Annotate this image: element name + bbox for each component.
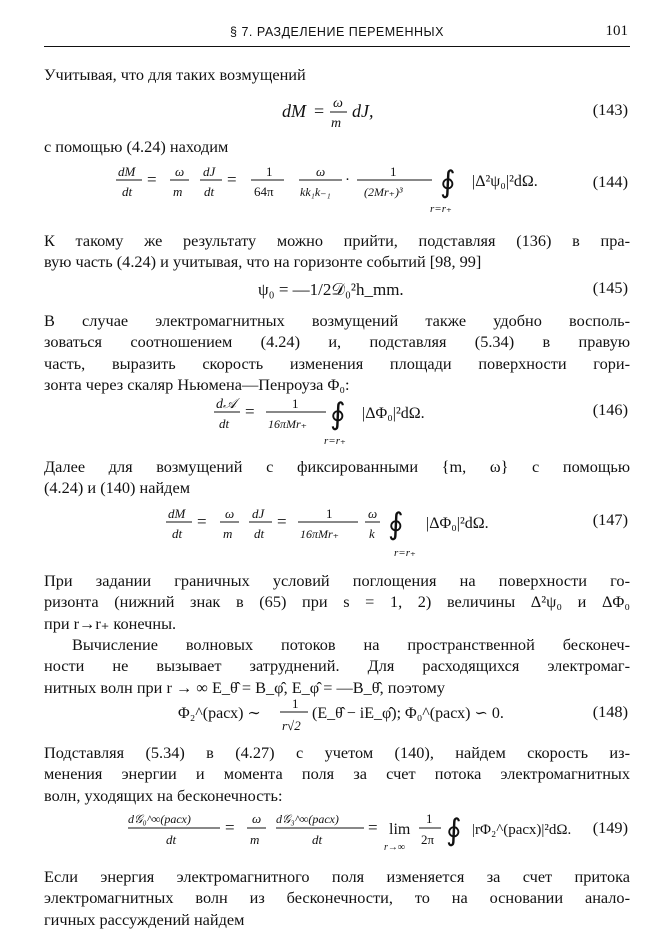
eq147-f4-den: 16πMr₊ [300, 527, 340, 541]
equation-144-svg [44, 160, 604, 218]
eq146-integral-sub: r=r₊ [324, 435, 346, 447]
equation-number: (146) [592, 400, 628, 419]
text-line: ризонта (нижний знак в (65) при s = 1, 2) величины Δ²ψ₀ и ΔΦ₀ [44, 592, 630, 612]
eq149-f3-num: d𝒢₃^∞(расх) [276, 812, 339, 826]
eq144-f1-num: dM [118, 164, 136, 179]
eq144-f5-num: ω [316, 164, 326, 179]
equation-number: (143) [592, 100, 628, 119]
eq149-lim: lim [389, 821, 411, 838]
text-line: нитных волн при r → ∞ E_θ̂ = B_φ̂, E_φ̂ = —B_θ̂, поэтому [44, 677, 445, 697]
svg-text:=: = [227, 170, 237, 189]
text-line: Подставляя (5.34) в (4.27) с учетом (140), найдем скорость из- [44, 743, 630, 762]
text-line: Далее для возмущений с фиксированными {m, ω} с помощью [44, 457, 630, 476]
eq147-contour-integral: ∮ [388, 508, 404, 541]
eq144-f6-num: 1 [390, 164, 397, 179]
text-line: зоваться соотношением (4.24) и, подставляя (5.34) в правую [44, 332, 630, 352]
eq146-contour-integral: ∮ [330, 398, 346, 431]
eq149-contour-integral: ∮ [446, 814, 462, 847]
eq143-den: m [331, 116, 342, 131]
equation-144 [44, 160, 630, 218]
eq144-f3-den: dt [204, 184, 215, 199]
eq143-equals: = [314, 101, 325, 121]
eq147-f5-num: ω [368, 506, 378, 521]
text-line: электромагнитных волн из бесконечности, то на основании анало- [44, 888, 630, 908]
eq146-integrand: |ΔΦ₀|²dΩ. [362, 405, 425, 422]
equation-149 [44, 806, 630, 862]
equation-148 [44, 690, 630, 738]
paragraph-2 [44, 136, 630, 157]
eq144-f6-den: (2Mr₊)³ [364, 185, 403, 199]
equation-number: (144) [592, 172, 628, 191]
text-line: Если энергия электромагнитного поля изменяется за счет притока [44, 867, 630, 886]
text-line: При задании граничных условий поглощения на поверхности го- [44, 571, 630, 590]
svg-text:=: = [147, 170, 157, 189]
eq149-f3-den: dt [312, 832, 323, 847]
eq147-f3-num: dJ [252, 506, 265, 521]
eq147-f2-den: m [223, 526, 233, 541]
eq144-f2-num: ω [175, 164, 185, 179]
equation-148-svg [44, 690, 604, 738]
eq146-f2-den: 16πMr₊ [268, 417, 308, 431]
equation-number: (148) [592, 702, 628, 721]
text-line: вую часть (4.24) и учитывая, что на горизонте событий [98, 99] [44, 252, 482, 272]
eq149-integrand: |rΦ₂^(расх)|²dΩ. [472, 822, 572, 838]
eq147-f4-num: 1 [326, 506, 333, 521]
eq144-integral-sub: r=r₊ [430, 203, 452, 215]
text-line: К такому же результату можно прийти, подставляя (136) в пра- [44, 231, 630, 250]
equation-number: (149) [592, 818, 628, 837]
eq144-f2-den: m [173, 184, 183, 199]
eq149-f4-den: 2π [421, 832, 435, 847]
text-line: при r→r₊ конечны. [44, 613, 177, 633]
eq144-f3-num: dJ [203, 164, 216, 179]
text-line: менения энергии и момента поля за счет потока электромагнитных [44, 764, 630, 784]
paragraph-4 [44, 310, 630, 395]
eq144-f5-den: kk₁k₋₁ [300, 185, 331, 199]
equation-146 [44, 392, 630, 450]
eq144-f4-den: 64π [254, 184, 274, 199]
paragraph-8 [44, 742, 630, 806]
paragraph-5 [44, 456, 630, 499]
equation-147 [44, 500, 630, 562]
paragraph-3 [44, 230, 630, 273]
eq149-f2-den: m [250, 832, 260, 847]
eq143-rhs: dJ, [352, 101, 374, 121]
text-line: зонта через скаляр Ньюмена—Пенроуза Φ₀: [44, 374, 350, 394]
equation-149-svg [44, 806, 604, 862]
eq147-f1-den: dt [172, 526, 183, 541]
equation-146-svg [44, 392, 604, 450]
text-line: гичных рассуждений найдем [44, 909, 245, 929]
equation-number: (147) [592, 510, 628, 529]
text-line: часть, выразить скорость изменения площади поверхности гори- [44, 353, 630, 373]
eq147-f1-num: dM [168, 506, 186, 521]
eq143-num: ω [333, 96, 343, 111]
eq144-f4-num: 1 [266, 164, 273, 179]
svg-text:·: · [345, 172, 350, 188]
eq147-integral-sub: r=r₊ [394, 547, 416, 559]
eq145-body: ψ₀ = —1/2𝒟₀²h_mm. [258, 280, 404, 299]
text-line: Учитывая, что для таких возмущений [44, 65, 306, 84]
text-line: Вычисление волновых потоков на пространственной бесконеч- [72, 635, 630, 654]
eq144-f1-den: dt [122, 184, 133, 199]
running-head: § 7. РАЗДЕЛЕНИЕ ПЕРЕМЕННЫХ [230, 25, 444, 39]
svg-text:=: = [368, 818, 378, 837]
paragraph-7 [44, 634, 630, 698]
text-line: (4.24) и (140) найдем [44, 478, 190, 498]
eq146-f1-num: d𝒜 [216, 397, 237, 412]
page-number: 101 [605, 23, 628, 39]
text-line: ности не вызывает затруднений. Для расходящихся электромаг- [44, 656, 630, 676]
eq147-f3-den: dt [254, 526, 265, 541]
equation-145 [44, 276, 630, 304]
eq149-f1-den: dt [166, 832, 177, 847]
svg-text:=: = [277, 512, 287, 531]
equation-number: (145) [592, 278, 628, 297]
equation-145-svg [44, 276, 604, 304]
paragraph-9 [44, 866, 630, 930]
eq144-contour-integral: ∮ [440, 166, 456, 199]
eq148-frac-num: 1 [292, 696, 299, 711]
eq146-f1-den: dt [219, 416, 230, 431]
eq147-f2-num: ω [225, 506, 235, 521]
eq148-lhs: Φ₂^(расх) ∼ [178, 705, 261, 722]
eq147-integrand: |ΔΦ₀|²dΩ. [426, 515, 489, 532]
eq144-integrand: |Δ²ψ₀|²dΩ. [472, 173, 538, 190]
eq143-lhs: dM [282, 101, 306, 121]
equation-143-svg [44, 90, 604, 134]
eq148-body: (E_θ̂ − iE_φ̂); Φ₀^(расх) ∽ 0. [312, 705, 504, 722]
equation-147-svg [44, 500, 604, 562]
paragraph-1 [44, 64, 630, 85]
text-line: В случае электромагнитных возмущений также удобно восполь- [44, 311, 630, 330]
eq148-frac-den: r√2 [282, 718, 301, 733]
svg-text:=: = [245, 402, 255, 421]
eq147-f5-den: k [369, 526, 375, 541]
eq149-f1-num: d𝒢₀^∞(расх) [128, 812, 191, 826]
eq146-f2-num: 1 [292, 396, 299, 411]
page-header [44, 22, 630, 47]
eq149-lim-sub: r→∞ [384, 842, 406, 853]
text-line: волн, уходящих на бесконечность: [44, 785, 283, 805]
eq149-f2-num: ω [252, 811, 262, 826]
text-line: с помощью (4.24) находим [44, 137, 229, 156]
eq149-f4-num: 1 [426, 811, 433, 826]
svg-text:=: = [225, 818, 235, 837]
equation-143 [44, 90, 630, 134]
svg-text:=: = [197, 512, 207, 531]
paragraph-6 [44, 570, 630, 634]
